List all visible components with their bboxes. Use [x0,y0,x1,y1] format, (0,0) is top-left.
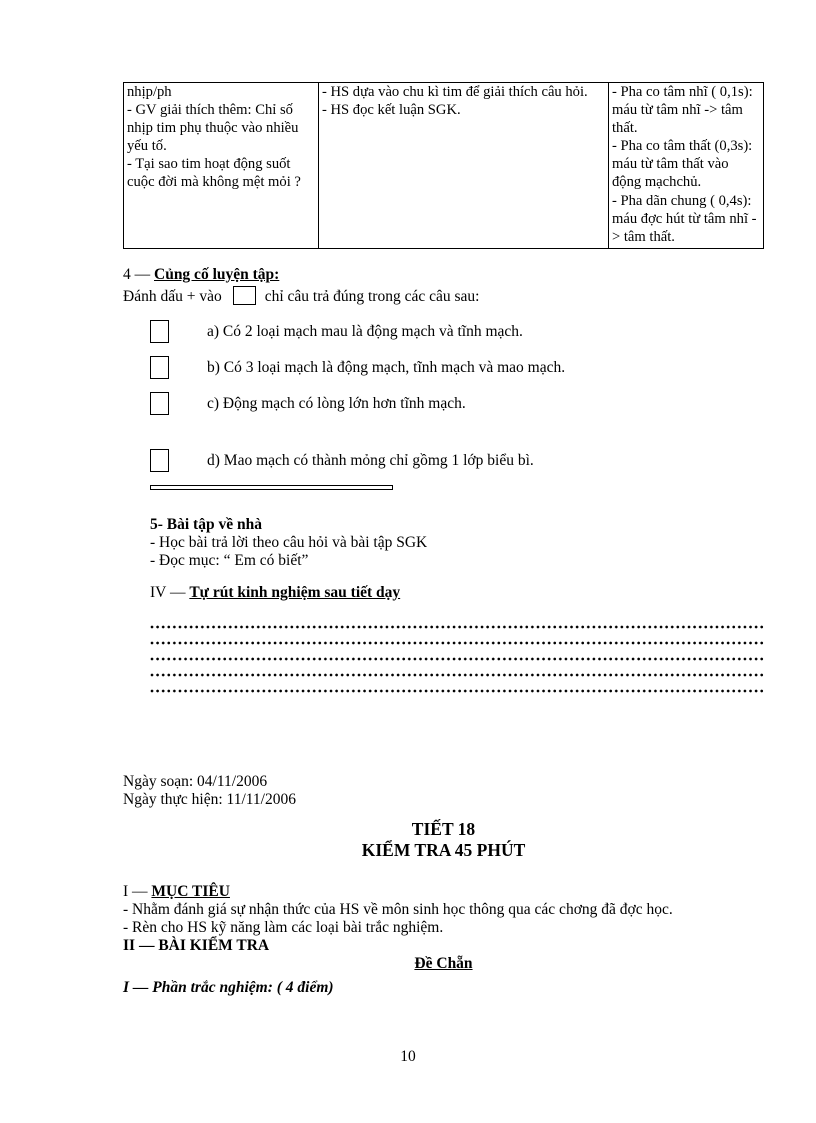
lesson-plan-table [123,82,764,249]
option-c [150,392,764,415]
muc-tieu-number: I — [123,882,148,900]
instruction-pre: Đánh dấu + vào [123,287,222,305]
dotted-line [150,647,764,663]
checkbox-d[interactable] [150,449,169,472]
section4-title: Củng cố luyện tập: [154,265,280,283]
dotted-line [150,631,764,647]
section5-line: - Học bài trả lời theo câu hỏi và bài tập SGK [150,533,428,551]
table-text: - GV giải thích thêm: Chỉ số nhịp tim phụ thuộc vào nhiều yếu tố. [127,102,299,155]
option-c-label: c) Động mạch có lòng lớn hơn tĩnh mạch. [207,394,466,412]
option-a [150,320,764,343]
page-number: 10 [400,1048,416,1065]
option-a-label: a) Có 2 loại mạch mau là động mạch và tĩnh mạch. [207,322,523,340]
exam-tiet: TIẾT 18 [411,818,476,839]
muc-tieu-line: - Rèn cho HS kỹ năng làm các loại bài trắc nghiệm. [123,918,444,936]
table-text: nhịp/ph [127,84,172,100]
section-iv-heading [150,584,764,602]
de-chan-label: Đề Chẵn [414,954,473,972]
section4-number: 4 — [123,265,151,283]
option-b [150,356,764,379]
table-text: - HS dựa vào chu kì tim để giải thích câu hỏi. [322,84,588,100]
inline-checkbox[interactable] [233,286,256,305]
checkbox-c[interactable] [150,392,169,415]
table-text: - Tại sao tim hoạt động suốt cuộc đời mà không mệt mỏi ? [127,156,301,191]
date-soan: Ngày soạn: 04/11/2006 [123,772,268,790]
answer-bar [150,485,393,490]
option-d-label: d) Mao mạch có thành mỏng chỉ gồmg 1 lớp biểu bì. [207,451,534,469]
table-text: - HS đọc kết luận SGK. [322,102,461,119]
checkbox-b[interactable] [150,356,169,379]
bai-kiem-tra-heading: II — BÀI KIỂM TRA [123,936,270,954]
table-text: - Pha dãn chung ( 0,4s): máu đợc hút từ tâm nhĩ -> tâm thất. [612,192,757,245]
dotted-line [150,615,764,631]
dotted-lines [123,615,764,695]
section-iv-title: Tự rút kinh nghiệm sau tiết dạy [189,583,401,601]
section5-heading [150,516,764,534]
section5-title: 5- Bài tập về nhà [150,515,262,533]
table-cell-student-activity [319,83,609,248]
instruction-post: chỉ câu trả đúng trong các câu sau: [264,287,480,305]
dotted-line [150,679,764,695]
table-text: - Pha co tâm nhĩ ( 0,1s): máu từ tâm nhĩ -> tâm thất. [612,84,753,137]
muc-tieu-heading [123,883,764,901]
page-content [123,82,764,997]
checkbox-a[interactable] [150,320,169,343]
section4-instruction [123,286,764,306]
options-list [123,320,764,472]
table-cell-content-notes [609,83,765,248]
muc-tieu-line: - Nhằm đánh giá sự nhận thức của HS về môn sinh học thông qua các chơng đã đợc học. [123,900,673,918]
dates-block [123,773,764,809]
option-b-label: b) Có 3 loại mạch là động mạch, tĩnh mạch và mao mạch. [207,358,566,376]
exam-title: KIỂM TRA 45 PHÚT [361,839,526,860]
dotted-line [150,663,764,679]
table-cell-teacher-activity [124,83,319,248]
option-d [150,449,764,472]
section-iv-number: IV — [150,583,186,601]
de-chan-line [123,955,764,973]
muc-tieu-title: MỤC TIÊU [151,882,230,900]
table-text: - Pha co tâm thất (0,3s): máu từ tâm thất vào động mạchchủ. [612,138,753,191]
date-thuc-hien: Ngày thực hiện: 11/11/2006 [123,790,296,808]
part1-heading: I — Phần trắc nghiệm: ( 4 điểm) [123,978,334,996]
section5-line: - Đọc mục: “ Em có biết” [150,551,309,569]
section4-heading [123,266,764,284]
